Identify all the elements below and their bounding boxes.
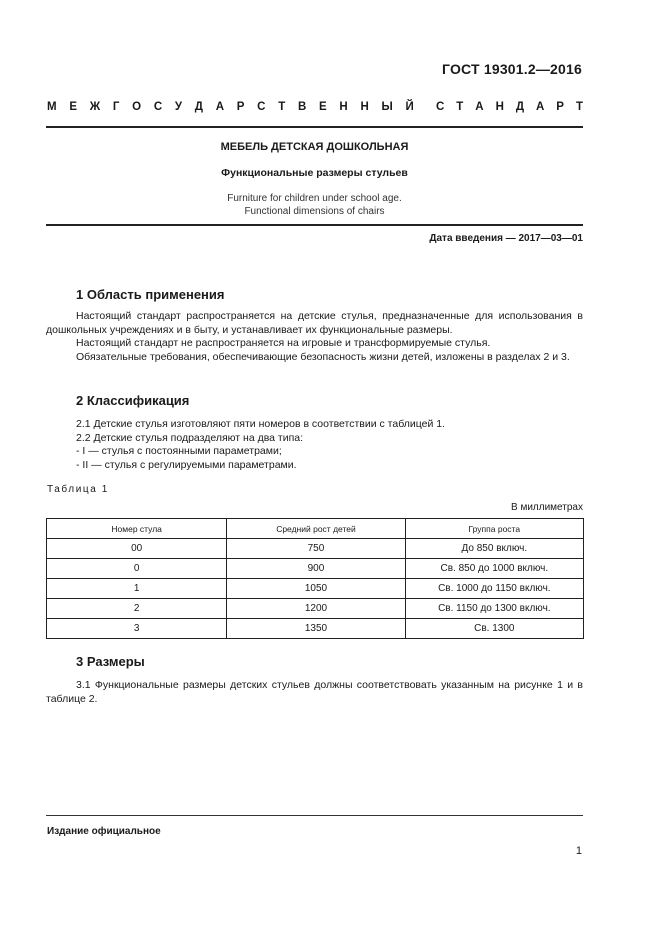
column-header: Средний рост детей [227, 519, 405, 539]
banner-letter: Н [339, 101, 348, 113]
table-header-row [47, 519, 584, 539]
banner-word-interstate [47, 101, 414, 113]
banner-letter: А [536, 101, 545, 113]
section-heading-dimensions: 3 Размеры [76, 654, 145, 669]
banner-letter: Н [495, 101, 504, 113]
page-number: 1 [575, 845, 582, 857]
table-caption: Таблица 1 [47, 484, 109, 495]
table-cell: Св. 1300 [405, 619, 583, 639]
table-row [47, 599, 584, 619]
introduction-date: Дата введения — 2017—03—01 [429, 233, 583, 244]
section-heading-classification: 2 Классификация [76, 393, 190, 408]
banner-letter: Ж [89, 101, 101, 113]
paragraph: 2.2 Детские стулья подразделяют на два типа: [76, 431, 304, 444]
banner-letter: Ы [381, 101, 393, 113]
banner-letter: С [436, 101, 445, 113]
table-cell: Св. 1000 до 1150 включ. [405, 579, 583, 599]
table-cell: 750 [227, 539, 405, 559]
table-cell: 2 [47, 599, 227, 619]
english-title [46, 192, 583, 218]
document-code: ГОСТ 19301.2—2016 [442, 61, 582, 77]
banner-letter: Т [456, 101, 464, 113]
banner-letter: Р [556, 101, 564, 113]
banner-letter: Н [360, 101, 369, 113]
banner-letter: Д [194, 101, 203, 113]
table-cell: До 850 включ. [405, 539, 583, 559]
footer-divider [46, 815, 583, 816]
section-classification-body [46, 418, 583, 472]
table-units: В миллиметрах [511, 502, 583, 513]
banner-letter: Й [405, 101, 414, 113]
banner-letter: Т [278, 101, 286, 113]
table-cell: 1 [47, 579, 227, 599]
title-divider [46, 224, 583, 226]
banner-letter: М [47, 101, 57, 113]
table-cell: Св. 1150 до 1300 включ. [405, 599, 583, 619]
table-cell: 00 [47, 539, 227, 559]
paragraph: 2.1 Детские стулья изготовляют пяти номеров в соответствии с таблицей 1. [76, 418, 445, 430]
banner-letter: О [132, 101, 142, 113]
table-cell: Св. 850 до 1000 включ. [405, 559, 583, 579]
banner-letter: Т [575, 101, 583, 113]
table-cell: 900 [227, 559, 405, 579]
banner-letter: У [174, 101, 183, 113]
table-row [47, 559, 584, 579]
table-chair-numbers [46, 518, 584, 639]
document-subtitle: Функциональные размеры стульев [221, 167, 408, 179]
paragraph: Настоящий стандарт не распространяется на игровые и трансформируемые стулья. [76, 337, 491, 349]
document-title: МЕБЕЛЬ ДЕТСКАЯ ДОШКОЛЬНАЯ [220, 141, 409, 153]
table-cell: 3 [47, 619, 227, 639]
table-row [47, 579, 584, 599]
table-row [47, 539, 584, 559]
paragraph: 3.1 Функциональные размеры детских стульев должны соответствовать указанным на рисунке 1 и в таблице 2. [46, 679, 583, 705]
table-row [47, 619, 584, 639]
list-item: - II — стулья с регулируемыми параметрами. [76, 458, 297, 471]
header-divider [46, 126, 583, 128]
banner-letter: А [215, 101, 225, 113]
section-dimensions-body [46, 679, 583, 706]
section-heading-scope: 1 Область применения [76, 287, 225, 302]
standard-banner [47, 101, 583, 113]
banner-letter: С [257, 101, 266, 113]
banner-letter: А [475, 101, 484, 113]
list-item: - I — стулья с постоянными параметрами; [76, 445, 282, 457]
table-cell: 1200 [227, 599, 405, 619]
banner-letter: С [153, 101, 163, 113]
section-scope-body [46, 310, 583, 364]
column-header: Группа роста [405, 519, 583, 539]
official-edition-label: Издание официальное [47, 826, 161, 837]
banner-letter: Г [112, 101, 120, 113]
paragraph: Обязательные требования, обеспечивающие безопасность жизни детей, изложены в разделах 2 и 3. [76, 350, 570, 363]
column-header: Номер стула [47, 519, 227, 539]
table-cell: 1050 [227, 579, 405, 599]
banner-letter: Е [69, 101, 77, 113]
english-title-line: Functional dimensions of chairs [244, 206, 385, 217]
banner-letter: Д [515, 101, 525, 113]
banner-letter: В [297, 101, 307, 113]
table-cell: 0 [47, 559, 227, 579]
table-cell: 1350 [227, 619, 405, 639]
paragraph: Настоящий стандарт распространяется на детские стулья, предназначенные для использования в дошкольных учреждениях и в быту, и устанавливает их функциональные размеры. [46, 310, 583, 336]
english-title-line: Furniture for children under school age. [227, 193, 402, 204]
banner-letter: Е [319, 101, 327, 113]
banner-letter: Р [236, 101, 245, 113]
banner-word-standard [436, 101, 583, 113]
